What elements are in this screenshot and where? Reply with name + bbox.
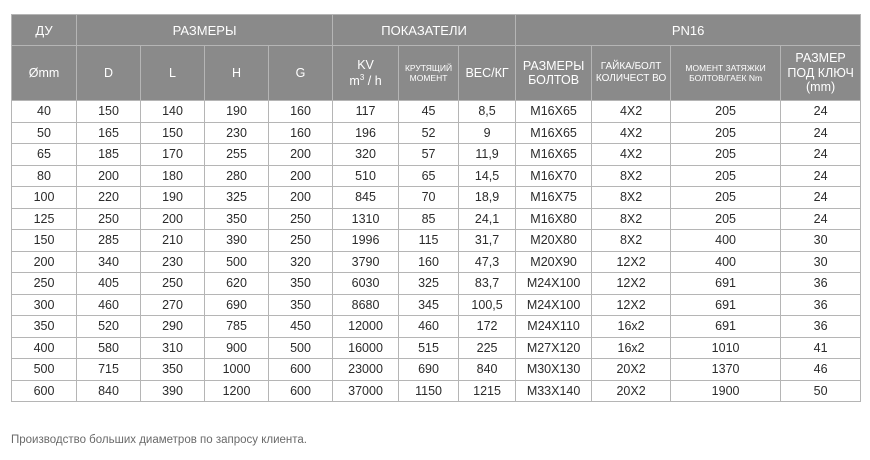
table-cell: 47,3 — [459, 251, 516, 273]
table-cell: 36 — [781, 294, 861, 316]
table-cell: 500 — [269, 337, 333, 359]
table-cell: 285 — [77, 230, 141, 252]
valve-spec-table — [11, 14, 861, 402]
table-cell: 450 — [269, 316, 333, 338]
table-cell: 600 — [269, 359, 333, 381]
header-pokazateli: ПОКАЗАТЕЛИ — [333, 15, 516, 46]
table-cell: 325 — [399, 273, 459, 295]
table-cell: M16X65 — [516, 144, 592, 166]
table-cell: 24 — [781, 208, 861, 230]
table-cell: 325 — [205, 187, 269, 209]
table-cell: 350 — [269, 294, 333, 316]
table-cell: 405 — [77, 273, 141, 295]
table-cell: 205 — [671, 144, 781, 166]
table-cell: 600 — [269, 380, 333, 402]
table-row — [12, 208, 861, 230]
table-cell: 250 — [269, 208, 333, 230]
table-cell: 24 — [781, 165, 861, 187]
table-cell: 900 — [205, 337, 269, 359]
table-cell: 691 — [671, 316, 781, 338]
table-cell: 205 — [671, 122, 781, 144]
table-cell: 23000 — [333, 359, 399, 381]
table-cell: 270 — [141, 294, 205, 316]
table-cell: M33X140 — [516, 380, 592, 402]
table-row — [12, 359, 861, 381]
table-row — [12, 165, 861, 187]
table-cell: 8X2 — [592, 187, 671, 209]
col-weight: ВЕС/КГ — [459, 46, 516, 101]
table-cell: 8X2 — [592, 208, 671, 230]
table-cell: 205 — [671, 165, 781, 187]
table-cell: 24,1 — [459, 208, 516, 230]
table-cell: 36 — [781, 273, 861, 295]
table-cell: 840 — [459, 359, 516, 381]
table-cell: 20X2 — [592, 359, 671, 381]
header-row-groups — [12, 15, 861, 46]
table-cell: 41 — [781, 337, 861, 359]
table-cell: 40 — [12, 101, 77, 123]
table-cell: 715 — [77, 359, 141, 381]
table-cell: 205 — [671, 208, 781, 230]
table-cell: M16X75 — [516, 187, 592, 209]
table-cell: 200 — [269, 144, 333, 166]
table-cell: 580 — [77, 337, 141, 359]
table-cell: 45 — [399, 101, 459, 123]
table-cell: 165 — [77, 122, 141, 144]
table-cell: 515 — [399, 337, 459, 359]
col-kv-label: KV — [357, 58, 374, 73]
table-cell: M16X65 — [516, 101, 592, 123]
table-cell: 117 — [333, 101, 399, 123]
table-cell: 690 — [399, 359, 459, 381]
table-cell: 1150 — [399, 380, 459, 402]
col-d: D — [77, 46, 141, 101]
table-cell: 1370 — [671, 359, 781, 381]
table-cell: 340 — [77, 251, 141, 273]
table-cell: 160 — [269, 122, 333, 144]
table-cell: 205 — [671, 101, 781, 123]
table-cell: 691 — [671, 294, 781, 316]
col-nut-bolt-qty: ГАЙКА/БОЛТ КОЛИЧЕСТ ВО — [592, 46, 671, 101]
table-cell: 11,9 — [459, 144, 516, 166]
table-cell: 20X2 — [592, 380, 671, 402]
table-cell: 205 — [671, 187, 781, 209]
table-cell: 225 — [459, 337, 516, 359]
col-g: G — [269, 46, 333, 101]
table-cell: 1215 — [459, 380, 516, 402]
table-cell: 65 — [12, 144, 77, 166]
table-cell: 24 — [781, 101, 861, 123]
table-cell: 18,9 — [459, 187, 516, 209]
table-row — [12, 101, 861, 123]
table-cell: 250 — [77, 208, 141, 230]
table-cell: 190 — [205, 101, 269, 123]
col-tightening-torque: МОМЕНТ ЗАТЯЖКИ БОЛТОВ/ГАЕК Nm — [671, 46, 781, 101]
table-cell: 320 — [269, 251, 333, 273]
table-cell: 230 — [141, 251, 205, 273]
table-cell: 160 — [269, 101, 333, 123]
table-cell: M16X65 — [516, 122, 592, 144]
table-cell: 100 — [12, 187, 77, 209]
table-cell: 140 — [141, 101, 205, 123]
table-cell: 3790 — [333, 251, 399, 273]
table-cell: 80 — [12, 165, 77, 187]
table-cell: 350 — [141, 359, 205, 381]
table-row — [12, 251, 861, 273]
table-cell: 250 — [12, 273, 77, 295]
table-cell: M16X70 — [516, 165, 592, 187]
table-cell: 1200 — [205, 380, 269, 402]
col-wrench-size: РАЗМЕР ПОД КЛЮЧ (mm) — [781, 46, 861, 101]
table-cell: 65 — [399, 165, 459, 187]
table-cell: 350 — [205, 208, 269, 230]
table-cell: 460 — [77, 294, 141, 316]
table-cell: 460 — [399, 316, 459, 338]
table-cell: 50 — [781, 380, 861, 402]
header-du: ДУ — [12, 15, 77, 46]
table-cell: 30 — [781, 230, 861, 252]
table-row — [12, 144, 861, 166]
table-cell: 1900 — [671, 380, 781, 402]
table-cell: 690 — [205, 294, 269, 316]
table-cell: 36 — [781, 316, 861, 338]
table-cell: 185 — [77, 144, 141, 166]
table-row — [12, 187, 861, 209]
table-cell: M16X80 — [516, 208, 592, 230]
table-cell: 16000 — [333, 337, 399, 359]
table-cell: 30 — [781, 251, 861, 273]
table-cell: 600 — [12, 380, 77, 402]
table-cell: 350 — [12, 316, 77, 338]
table-cell: 57 — [399, 144, 459, 166]
table-cell: 70 — [399, 187, 459, 209]
table-cell: M20X80 — [516, 230, 592, 252]
col-kv — [333, 46, 399, 101]
table-cell: 24 — [781, 144, 861, 166]
table-cell: 840 — [77, 380, 141, 402]
table-cell: 390 — [141, 380, 205, 402]
table-cell: 150 — [77, 101, 141, 123]
table-row — [12, 337, 861, 359]
table-cell: 200 — [141, 208, 205, 230]
table-cell: 500 — [12, 359, 77, 381]
table-cell: 150 — [12, 230, 77, 252]
table-cell: 345 — [399, 294, 459, 316]
table-cell: 4X2 — [592, 101, 671, 123]
table-cell: 250 — [269, 230, 333, 252]
table-cell: 310 — [141, 337, 205, 359]
col-dmm: Ømm — [12, 46, 77, 101]
table-cell: 4X2 — [592, 144, 671, 166]
col-kv-unit: $m^3$ / h — [349, 72, 382, 88]
table-cell: 785 — [205, 316, 269, 338]
table-cell: 46 — [781, 359, 861, 381]
table-cell: 16x2 — [592, 337, 671, 359]
table-cell: 400 — [12, 337, 77, 359]
table-cell: 50 — [12, 122, 77, 144]
table-cell: 400 — [671, 230, 781, 252]
table-cell: 510 — [333, 165, 399, 187]
table-cell: 4X2 — [592, 122, 671, 144]
table-cell: 400 — [671, 251, 781, 273]
table-cell: 125 — [12, 208, 77, 230]
table-cell: 115 — [399, 230, 459, 252]
table-row — [12, 316, 861, 338]
table-row — [12, 230, 861, 252]
table-cell: 150 — [141, 122, 205, 144]
table-cell: M24X110 — [516, 316, 592, 338]
table-cell: 180 — [141, 165, 205, 187]
table-cell: 300 — [12, 294, 77, 316]
table-cell: 6030 — [333, 273, 399, 295]
table-cell: 200 — [77, 165, 141, 187]
header-pn16: PN16 — [516, 15, 861, 46]
table-cell: 1010 — [671, 337, 781, 359]
table-cell: 255 — [205, 144, 269, 166]
table-cell: 100,5 — [459, 294, 516, 316]
header-razmery: РАЗМЕРЫ — [77, 15, 333, 46]
table-cell: M24X100 — [516, 273, 592, 295]
table-cell: 691 — [671, 273, 781, 295]
table-cell: 160 — [399, 251, 459, 273]
table-cell: 520 — [77, 316, 141, 338]
table-cell: 8X2 — [592, 230, 671, 252]
table-cell: 170 — [141, 144, 205, 166]
table-cell: 52 — [399, 122, 459, 144]
table-cell: 196 — [333, 122, 399, 144]
table-row — [12, 294, 861, 316]
table-cell: 8X2 — [592, 165, 671, 187]
table-cell: 200 — [269, 187, 333, 209]
table-cell: 37000 — [333, 380, 399, 402]
table-cell: 12X2 — [592, 251, 671, 273]
table-cell: 172 — [459, 316, 516, 338]
table-cell: 500 — [205, 251, 269, 273]
table-row — [12, 273, 861, 295]
table-row — [12, 380, 861, 402]
table-cell: 390 — [205, 230, 269, 252]
col-bolt-size: РАЗМЕРЫ БОЛТОВ — [516, 46, 592, 101]
table-cell: 1310 — [333, 208, 399, 230]
table-cell: 230 — [205, 122, 269, 144]
table-cell: 8680 — [333, 294, 399, 316]
table-cell: 220 — [77, 187, 141, 209]
table-row — [12, 122, 861, 144]
table-cell: 1000 — [205, 359, 269, 381]
table-cell: 200 — [269, 165, 333, 187]
col-l: L — [141, 46, 205, 101]
table-cell: 12X2 — [592, 294, 671, 316]
col-h: H — [205, 46, 269, 101]
table-cell: 190 — [141, 187, 205, 209]
col-torque: КРУТЯЩИЙ МОМЕНТ — [399, 46, 459, 101]
table-cell: 8,5 — [459, 101, 516, 123]
table-cell: 320 — [333, 144, 399, 166]
table-cell: M24X100 — [516, 294, 592, 316]
table-cell: 83,7 — [459, 273, 516, 295]
header-row-columns — [12, 46, 861, 101]
table-cell: M30X130 — [516, 359, 592, 381]
table-cell: 9 — [459, 122, 516, 144]
table-cell: 845 — [333, 187, 399, 209]
table-cell: 350 — [269, 273, 333, 295]
table-cell: 620 — [205, 273, 269, 295]
table-cell: 31,7 — [459, 230, 516, 252]
table-cell: 85 — [399, 208, 459, 230]
table-cell: 250 — [141, 273, 205, 295]
table-cell: 24 — [781, 122, 861, 144]
table-cell: 210 — [141, 230, 205, 252]
table-cell: 290 — [141, 316, 205, 338]
table-cell: 12X2 — [592, 273, 671, 295]
table-cell: 1996 — [333, 230, 399, 252]
table-cell: M27X120 — [516, 337, 592, 359]
table-cell: 200 — [12, 251, 77, 273]
table-cell: 16x2 — [592, 316, 671, 338]
table-cell: 12000 — [333, 316, 399, 338]
table-cell: M20X90 — [516, 251, 592, 273]
table-cell: 14,5 — [459, 165, 516, 187]
table-cell: 24 — [781, 187, 861, 209]
footnote: Производство больших диаметров по запросу клиента. — [11, 434, 307, 446]
table-cell: 280 — [205, 165, 269, 187]
